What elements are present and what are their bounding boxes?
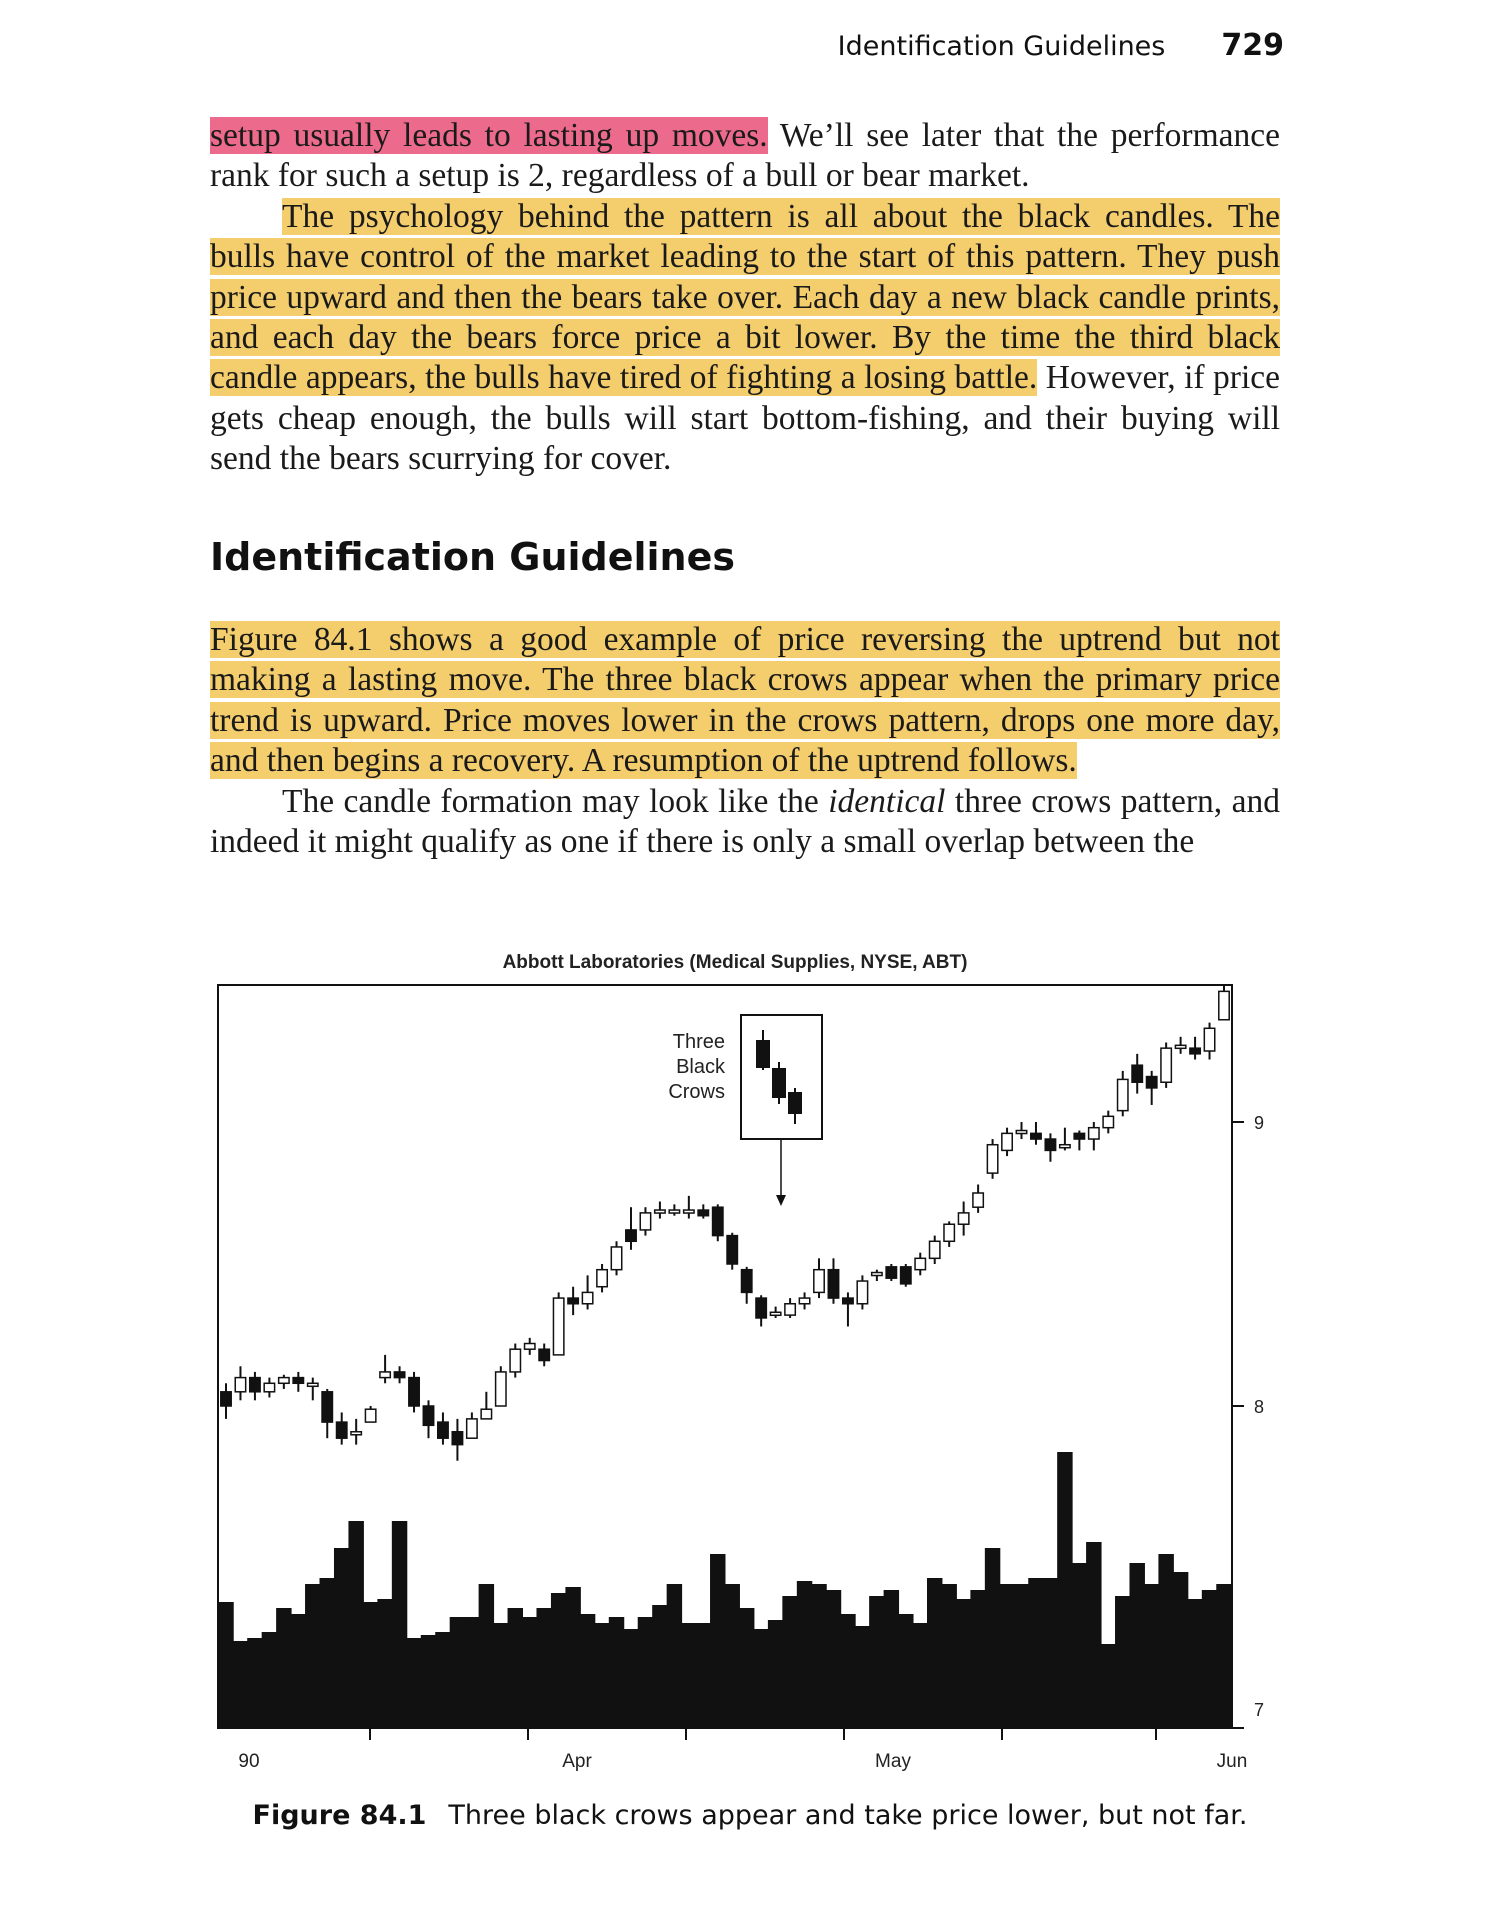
volume-bar xyxy=(739,1608,754,1728)
volume-bar xyxy=(580,1614,595,1728)
candle-black xyxy=(713,1207,723,1235)
candle-white xyxy=(308,1383,318,1386)
volume-bar xyxy=(913,1623,928,1728)
volume-bar xyxy=(493,1623,508,1728)
candle-white xyxy=(930,1241,940,1258)
y-tick-label: 7 xyxy=(1254,1700,1265,1720)
candle-black xyxy=(828,1270,838,1298)
page-number: 729 xyxy=(1221,28,1284,63)
volume-bar xyxy=(406,1638,421,1728)
volume-bar xyxy=(667,1584,682,1728)
candle-white xyxy=(640,1213,650,1230)
highlight-yellow[interactable]: The psychology behind the pattern is all about the black candles. The bulls have control of the market leading to the start of this pattern. They push price upward and then the bears take over. Each day a new black candle prints, and each day the bears force price a bit lower. By the time the third black candle appears, the bulls have tired of fighting a losing battle. xyxy=(210,197,1280,397)
volume-bar xyxy=(551,1593,566,1728)
volume-bar xyxy=(1129,1563,1144,1728)
volume-bar xyxy=(363,1602,378,1728)
annotation-label: Black xyxy=(676,1056,725,1078)
volume-bar xyxy=(392,1521,407,1728)
candle-black xyxy=(1146,1077,1156,1088)
volume-bar xyxy=(826,1590,841,1728)
candle-black xyxy=(438,1422,448,1438)
volume-bar xyxy=(884,1590,899,1728)
candle-white xyxy=(1175,1045,1185,1048)
candle-white xyxy=(655,1210,665,1213)
volume-bar xyxy=(565,1587,580,1728)
volume-bar xyxy=(782,1596,797,1728)
volume-bar xyxy=(927,1578,942,1728)
annotation-crow-candle xyxy=(772,1068,786,1098)
candle-white xyxy=(857,1281,867,1304)
annotation-label: Crows xyxy=(668,1081,725,1103)
volume-bar xyxy=(594,1623,609,1728)
candle-white xyxy=(872,1273,882,1276)
chart-layer xyxy=(218,985,1264,1772)
highlight-yellow[interactable]: Figure 84.1 shows a good example of price reversing the uptrend but not making a lasting move. The three black crows appear when the primary price trend is upward. Price moves lower in the crows pattern, drops one more day, and then begins a recovery. A resumption of the uptrend follows. xyxy=(210,621,1280,780)
candle-black xyxy=(886,1267,896,1278)
x-tick-label: 90 xyxy=(238,1751,260,1772)
volume-bar xyxy=(450,1617,465,1728)
volume-bar xyxy=(652,1605,667,1728)
volume-bar xyxy=(233,1641,248,1728)
candle-white xyxy=(987,1145,997,1173)
candle-white xyxy=(235,1378,245,1392)
volume-bar xyxy=(898,1614,913,1728)
volume-bar xyxy=(435,1632,450,1728)
annotation-crow-candle xyxy=(788,1092,802,1114)
candle-white xyxy=(481,1409,491,1419)
volume-bar xyxy=(479,1584,494,1728)
candle-black xyxy=(1031,1133,1041,1139)
volume-bar xyxy=(999,1584,1014,1728)
candle-black xyxy=(1132,1065,1142,1082)
candle-white xyxy=(467,1419,477,1438)
section-heading: Identification Guidelines xyxy=(210,535,736,579)
volume-bar xyxy=(508,1608,523,1728)
volume-bar xyxy=(291,1614,306,1728)
volume-bar xyxy=(1086,1542,1101,1728)
candle-black xyxy=(221,1392,231,1406)
volume-bar xyxy=(609,1617,624,1728)
volume-bar xyxy=(262,1632,277,1728)
volume-bar xyxy=(1028,1578,1043,1728)
candle-white xyxy=(264,1383,274,1392)
candle-black xyxy=(322,1392,332,1422)
highlight-pink[interactable]: setup usually leads to lasting up moves. xyxy=(210,117,768,154)
candle-white xyxy=(1118,1079,1128,1110)
candle-black xyxy=(293,1378,303,1384)
candle-white xyxy=(785,1304,795,1315)
volume-bar xyxy=(710,1554,725,1728)
volume-bar xyxy=(840,1614,855,1728)
candle-white xyxy=(684,1210,694,1213)
paragraph-4-pre: The candle formation may look like the xyxy=(282,782,829,820)
candle-white xyxy=(1060,1145,1070,1148)
volume-bar xyxy=(1043,1578,1058,1728)
volume-bar xyxy=(1187,1599,1202,1728)
annotation-crow-candle xyxy=(756,1040,770,1068)
candle-white xyxy=(1161,1048,1171,1082)
volume-bar xyxy=(377,1599,392,1728)
volume-bar xyxy=(696,1623,711,1728)
candle-white xyxy=(1103,1116,1113,1127)
volume-bar xyxy=(855,1626,870,1728)
candle-black xyxy=(337,1422,347,1438)
candle-white xyxy=(351,1432,361,1435)
candle-white xyxy=(669,1210,679,1213)
volume-bar xyxy=(1216,1584,1231,1728)
volume-bar xyxy=(1101,1644,1116,1728)
candle-white xyxy=(1219,991,1229,1019)
candle-black xyxy=(394,1372,404,1378)
candle-black xyxy=(741,1270,751,1293)
volume-bar xyxy=(1144,1584,1159,1728)
candle-black xyxy=(568,1298,578,1304)
candle-white xyxy=(814,1270,824,1293)
volume-bar xyxy=(247,1638,262,1728)
volume-bar xyxy=(985,1548,1000,1728)
candle-white xyxy=(1016,1131,1026,1134)
candle-white xyxy=(770,1312,780,1315)
volume-bar xyxy=(536,1608,551,1728)
volume-bar xyxy=(348,1521,363,1728)
volume-bar xyxy=(1173,1572,1188,1728)
candle-black xyxy=(1074,1133,1084,1139)
volume-bar xyxy=(1072,1563,1087,1728)
candle-white xyxy=(380,1372,390,1378)
candle-black xyxy=(423,1406,433,1425)
candle-white xyxy=(525,1344,535,1350)
candle-black xyxy=(452,1432,462,1445)
caption-text: Three black crows appear and take price lower, but not far. xyxy=(448,1800,1248,1831)
running-head-title: Identification Guidelines xyxy=(837,31,1166,62)
candle-black xyxy=(250,1378,260,1392)
candle-white xyxy=(611,1247,621,1270)
chart-title: Abbott Laboratories (Medical Supplies, NYSE, ABT) xyxy=(502,952,968,973)
volume-bar xyxy=(522,1617,537,1728)
candle-white xyxy=(1002,1133,1012,1150)
candle-white xyxy=(973,1193,983,1207)
volume-bar xyxy=(276,1608,291,1728)
candle-white xyxy=(1204,1028,1214,1051)
x-tick-label: May xyxy=(875,1751,911,1772)
x-tick-label: Jun xyxy=(1216,1751,1248,1772)
volume-bar xyxy=(638,1617,653,1728)
paragraph-2-rest: However, if price gets cheap enough, the bulls will start bottom-fishing, and their buying will send the bears scurrying for cover. xyxy=(210,359,1280,478)
volume-bar xyxy=(941,1584,956,1728)
candle-white xyxy=(279,1378,289,1384)
candle-white xyxy=(597,1270,607,1287)
volume-bar xyxy=(811,1584,826,1728)
candle-black xyxy=(843,1298,853,1304)
volume-bar xyxy=(320,1578,335,1728)
candle-black xyxy=(409,1378,419,1406)
candle-white xyxy=(496,1372,506,1406)
volume-bar xyxy=(1202,1590,1217,1728)
volume-bar xyxy=(956,1599,971,1728)
volume-bar xyxy=(1115,1596,1130,1728)
italic-word: identical xyxy=(828,782,946,820)
annotation-label: Three xyxy=(672,1031,725,1053)
volume-bar xyxy=(623,1629,638,1728)
candle-black xyxy=(698,1210,708,1216)
candle-white xyxy=(944,1224,954,1241)
volume-bar xyxy=(768,1620,783,1728)
caption-label: Figure 84.1 xyxy=(252,1800,427,1831)
candle-white xyxy=(915,1258,925,1269)
y-tick-label: 8 xyxy=(1254,1397,1265,1417)
candle-black xyxy=(756,1298,766,1318)
candle-white xyxy=(958,1213,968,1224)
figure-caption xyxy=(0,1800,1500,1831)
candle-black xyxy=(727,1236,737,1264)
candle-white xyxy=(510,1349,520,1372)
volume-bar xyxy=(753,1629,768,1728)
candle-white xyxy=(582,1292,592,1303)
volume-bar xyxy=(681,1623,696,1728)
candle-black xyxy=(539,1349,549,1360)
candle-white xyxy=(1089,1128,1099,1139)
volume-bar xyxy=(421,1635,436,1728)
volume-bar xyxy=(797,1581,812,1728)
volume-bar xyxy=(1014,1584,1029,1728)
x-tick-label: Apr xyxy=(562,1751,592,1772)
candle-black xyxy=(626,1230,636,1241)
volume-bar xyxy=(725,1584,740,1728)
paragraph-1-rest: We’ll see later that the performance rank for such a setup is 2, regardless of a bull or bear market. xyxy=(210,117,1280,195)
candle-white xyxy=(553,1298,563,1355)
candle-black xyxy=(1190,1048,1200,1054)
candle-black xyxy=(901,1267,911,1284)
candle-black xyxy=(1045,1139,1055,1150)
volume-bar xyxy=(869,1596,884,1728)
volume-bar xyxy=(464,1617,479,1728)
candle-white xyxy=(365,1409,375,1422)
volume-bar xyxy=(970,1590,985,1728)
volume-bar xyxy=(1057,1452,1072,1728)
paragraph-4-post: three crows pattern, and indeed it might qualify as one if there is only a small overlap between the xyxy=(210,782,1280,861)
volume-bar xyxy=(218,1602,233,1728)
volume-bar xyxy=(334,1548,349,1728)
candle-white xyxy=(799,1298,809,1304)
volume-bar xyxy=(1158,1554,1173,1728)
volume-bar xyxy=(305,1584,320,1728)
y-tick-label: 9 xyxy=(1254,1113,1265,1133)
